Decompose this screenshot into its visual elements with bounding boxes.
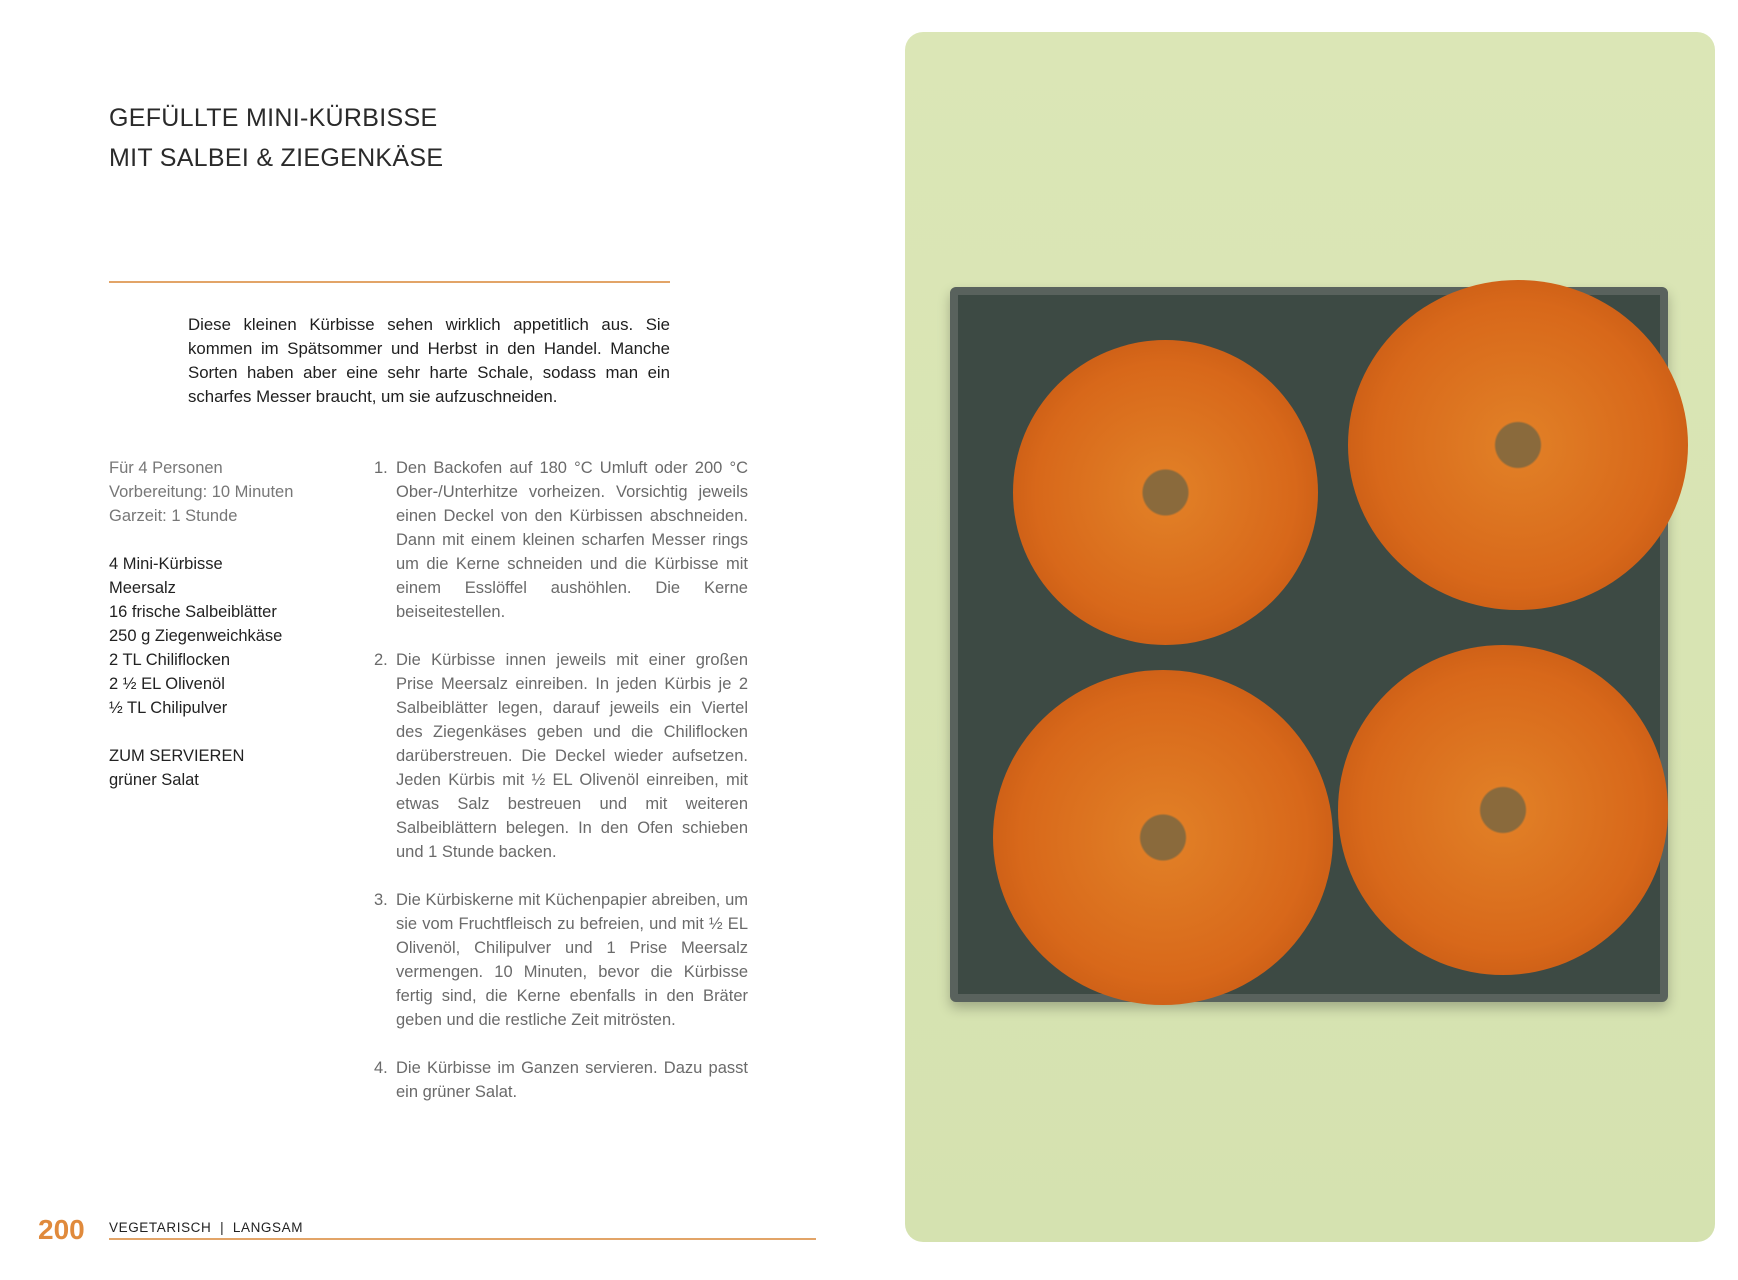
step: 1. Den Backofen auf 180 °C Umluft oder 200 °C Ober-/Unterhitze vorheizen. Vorsichtig jeweils einen Deckel von den Kürbissen abschneiden. Dann mit einem kleinen scharfen Messer rings um die Kerne schneiden und die Kürbisse mit einem Esslöffel aushöhlen. Die Kerne beiseitestellen. [374,459,748,621]
title-line-1: GEFÜLLTE MINI-KÜRBISSE [109,104,438,132]
page-number: 200 [38,1214,85,1245]
pumpkin [1013,340,1318,645]
recipe-title [109,98,443,178]
ingredient: Meersalz [109,579,176,597]
method-steps [374,456,748,1128]
prep-time: Vorbereitung: 10 Minuten [109,483,294,501]
section-label: VEGETARISCH | LANGSAM [109,1220,304,1235]
cook-time: Garzeit: 1 Stunde [109,507,238,525]
ingredient: 2 TL Chiliflocken [109,651,231,669]
pumpkin [1348,280,1688,610]
servings: Für 4 Personen [109,459,223,477]
title-line-2: MIT SALBEI & ZIEGENKÄSE [109,144,444,172]
recipe-photo [905,32,1715,1242]
ingredients-column [109,456,339,792]
pumpkin [993,670,1333,1005]
step: 4. Die Kürbisse im Ganzen servieren. Dazu passt ein grüner Salat. [374,1059,748,1101]
footer-divider [109,1238,816,1240]
ingredient: 4 Mini-Kürbisse [109,555,223,573]
intro-text: Diese kleinen Kürbisse sehen wirklich appetitlich aus. Sie kommen im Spätsommer und Herbst in den Handel. Manche Sorten haben aber eine sehr harte Schale, sodass man ein scharfes Messer braucht, um sie aufzuschneiden. [188,315,670,406]
pumpkin [1338,645,1668,975]
step: 3. Die Kürbiskerne mit Küchenpapier abreiben, um sie vom Fruchtfleisch zu befreien, und mit ½ EL Olivenöl, Chilipulver und 1 Prise Meersalz vermengen. 10 Minuten, bevor die Kürbisse fertig sind, die Kerne ebenfalls in den Bräter geben und die restliche Zeit mitrösten. [374,891,748,1029]
ingredient: 2 ½ EL Olivenöl [109,675,225,693]
title-divider [109,281,670,283]
serve-item: grüner Salat [109,771,199,789]
ingredient: ½ TL Chilipulver [109,699,228,717]
serve-heading: ZUM SERVIEREN [109,747,245,765]
ingredient: 250 g Ziegenweichkäse [109,627,283,645]
ingredient: 16 frische Salbeiblätter [109,603,277,621]
baking-tray [950,287,1668,1002]
step: 2. Die Kürbisse innen jeweils mit einer großen Prise Meersalz einreiben. In jeden Kürbis je 2 Salbeiblätter legen, darauf jeweils ein Viertel des Ziegenkäses geben und die Chiliflocken darüberstreuen. Die Deckel wieder aufsetzen. Jeden Kürbis mit ½ EL Olivenöl einreiben, mit etwas Salz bestreuen und mit weiteren Salbeiblättern belegen. In den Ofen schieben und 1 Stunde backen. [374,651,748,861]
